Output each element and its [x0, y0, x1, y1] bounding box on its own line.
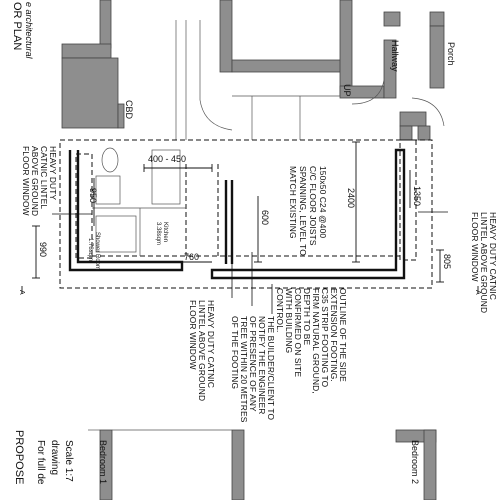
room-bedroom-1: Bedroom 1 [98, 440, 108, 485]
room-porch: Porch [446, 42, 456, 66]
title-block [11, 2, 34, 60]
shower-area: 1.78sqm [87, 238, 93, 262]
dim-600: 600 [260, 210, 270, 226]
tag-cbd: CBD [124, 100, 134, 120]
svg-text:THE BUILDER/CLIENT TO: THE BUILDER/CLIENT TO [266, 316, 276, 421]
note-lintel-right [470, 212, 498, 313]
svg-text:SPANNING, LEVEL TO: SPANNING, LEVEL TO [298, 166, 308, 256]
existing-walls [62, 0, 444, 140]
dim-400-450: 400 - 450 [148, 154, 187, 164]
svg-text:FIRM NATURAL GROUND,: FIRM NATURAL GROUND, [311, 288, 321, 394]
svg-text:TREE WITHIN 20 METRES: TREE WITHIN 20 METRES [239, 316, 249, 423]
svg-text:FLOOR WINDOW: FLOOR WINDOW [470, 212, 480, 282]
dim-805: 805 [442, 254, 452, 270]
kitchen-area: 3.38sqm [155, 222, 161, 246]
proposed-walls [88, 430, 436, 500]
svg-text:OUTLINE OF THE SIDE: OUTLINE OF THE SIDE [338, 288, 348, 382]
dim-950: 950 [88, 188, 98, 204]
svg-text:HEAVY DUTY CATNIC: HEAVY DUTY CATNIC [488, 212, 498, 301]
svg-text:OF THE FOOTING: OF THE FOOTING [230, 316, 240, 390]
svg-text:EXTENSION FOOTING.: EXTENSION FOOTING. [329, 288, 339, 382]
svg-text:CATNIC LINTEL: CATNIC LINTEL [39, 146, 49, 210]
svg-text:OF PRESENCE OF ANY: OF PRESENCE OF ANY [248, 316, 258, 412]
title-text: OR PLAN [11, 2, 23, 51]
svg-text:150x50 C24 @400: 150x50 C24 @400 [318, 166, 328, 239]
footing-outline-dashed [60, 140, 432, 288]
note-joists [288, 166, 328, 256]
note-lintel-bottom [188, 300, 216, 401]
svg-text:FLOOR WINDOW: FLOOR WINDOW [21, 146, 31, 216]
note-footing-outline [275, 288, 348, 394]
dim-990: 990 [38, 242, 48, 258]
room-bedroom-2: Bedroom 2 [410, 440, 420, 485]
svg-text:MATCH EXISTING: MATCH EXISTING [288, 166, 298, 239]
svg-text:LINTEL ABOVE GROUND: LINTEL ABOVE GROUND [197, 300, 207, 402]
room-kitchen: Kitchen [162, 222, 168, 243]
svg-text:CONFIRMED ON SITE: CONFIRMED ON SITE [293, 288, 303, 378]
svg-text:HEAVY DUTY: HEAVY DUTY [48, 146, 58, 201]
room-shower: Shower Room [94, 232, 100, 271]
subtitle-text: e architectural [24, 2, 34, 59]
proposed-heading: PROPOSE [13, 430, 25, 485]
svg-text:ABOVE GROUND: ABOVE GROUND [30, 146, 40, 217]
extension-walls [70, 150, 404, 278]
svg-text:NOTIFY THE ENGINEER: NOTIFY THE ENGINEER [257, 316, 267, 415]
tag-up: UP [342, 84, 352, 97]
svg-text:WITH BUILDING: WITH BUILDING [284, 288, 294, 354]
dim-760: 760 [184, 252, 200, 262]
svg-text:FLOOR WINDOW: FLOOR WINDOW [188, 300, 198, 370]
proposed-title-block [13, 430, 74, 485]
section-marker-left: A [18, 290, 25, 295]
svg-text:C/C FLOOR JOISTS: C/C FLOOR JOISTS [308, 166, 318, 246]
svg-text:C35 STRIP FOOTING TO: C35 STRIP FOOTING TO [320, 288, 330, 388]
proposed-line-1: For full de [35, 440, 46, 485]
svg-text:CONTROL.: CONTROL. [275, 288, 285, 333]
proposed-scale: Scale 1:7 [63, 440, 74, 482]
note-lintel-left [21, 146, 58, 216]
dim-2400: 2400 [346, 188, 356, 209]
svg-text:DEPTH TO BE: DEPTH TO BE [302, 288, 312, 346]
section-marker-right: A [474, 290, 481, 295]
note-builder [230, 316, 276, 423]
proposed-line-2: drawing [49, 440, 60, 476]
room-hallway: Hallway [390, 40, 400, 72]
dim-1350: 1350 [412, 186, 422, 207]
svg-text:LINTEL ABOVE GROUND: LINTEL ABOVE GROUND [479, 212, 489, 314]
svg-text:HEAVY DUTY CATNIC: HEAVY DUTY CATNIC [206, 300, 216, 389]
